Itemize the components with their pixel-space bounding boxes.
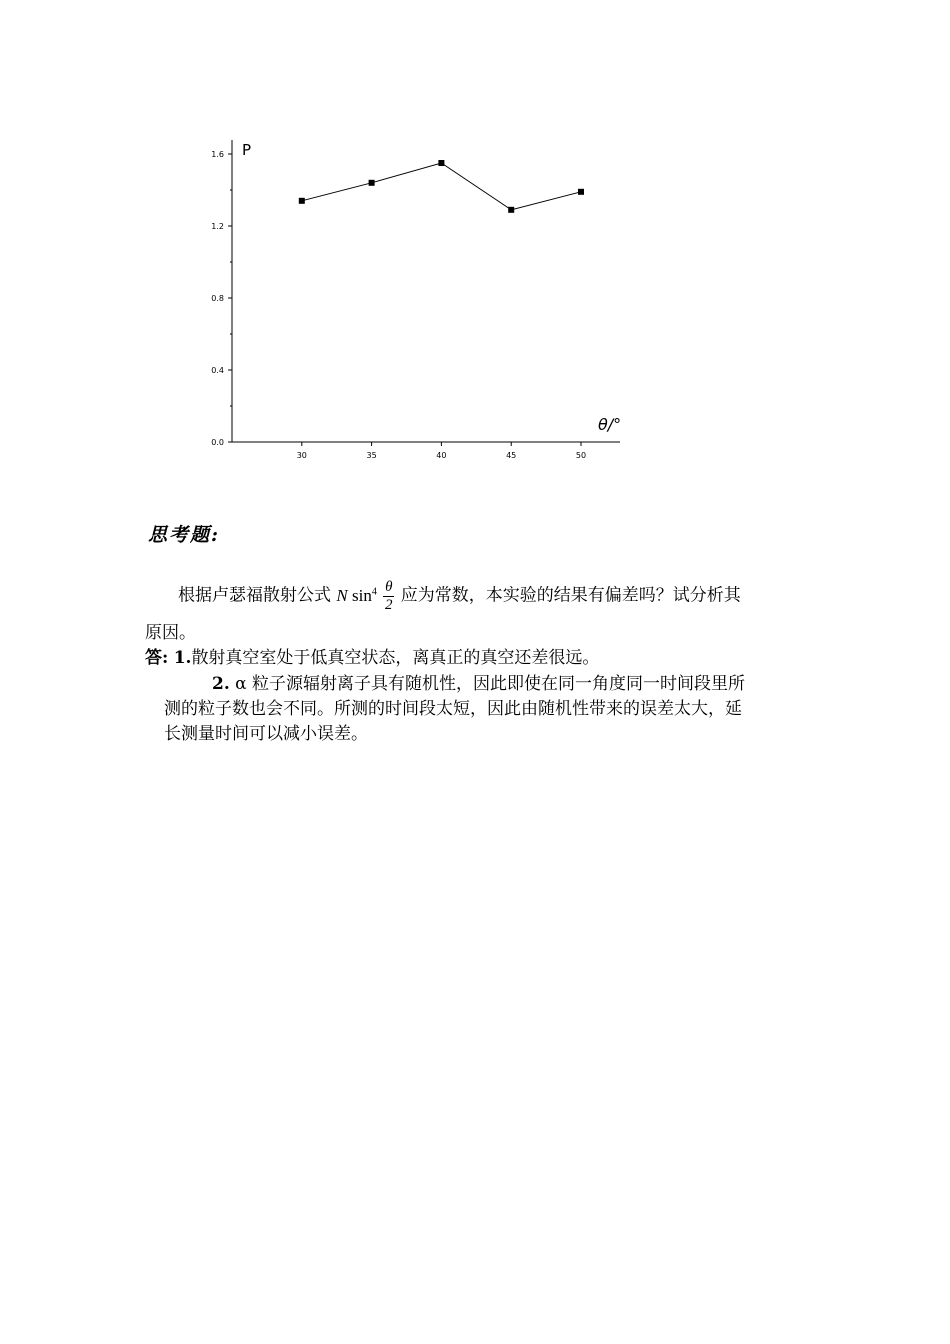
y-tick-label: 1.2 bbox=[211, 222, 224, 231]
question-line-1 bbox=[178, 577, 741, 614]
x-tick-label: 30 bbox=[296, 451, 307, 460]
data-point bbox=[299, 198, 305, 204]
data-point bbox=[578, 189, 584, 195]
question-line-2: 原因。 bbox=[145, 623, 196, 643]
data-point bbox=[369, 180, 375, 186]
section-heading: 思考题: bbox=[148, 524, 221, 546]
x-tick-label: 40 bbox=[436, 451, 447, 460]
y-tick-label: 1.6 bbox=[211, 150, 224, 159]
x-axis-label: θ/° bbox=[598, 415, 622, 434]
chart-series bbox=[299, 160, 584, 213]
chart-axes bbox=[232, 140, 620, 442]
answer-item-1-text: 散射真空室处于低真空状态，离真正的真空还差很远。 bbox=[191, 648, 600, 668]
formula-fraction bbox=[383, 579, 394, 614]
p-vs-theta-chart bbox=[190, 130, 650, 470]
question-prefix: 根据卢瑟福散射公式 bbox=[178, 585, 331, 606]
y-axis-label: P bbox=[242, 141, 252, 159]
y-tick-label: 0.0 bbox=[211, 438, 224, 447]
y-tick-label: 0.8 bbox=[211, 294, 224, 303]
formula-n: N bbox=[336, 585, 348, 605]
x-tick-label: 50 bbox=[575, 451, 587, 460]
answer-item-2-line-3: 长测量时间可以减小误差。 bbox=[164, 724, 368, 744]
y-tick-label: 0.4 bbox=[211, 366, 224, 375]
answer-item-2-line-2: 测的粒子数也会不同。所测的时间段太短，因此由随机性带来的误差太大，延 bbox=[164, 699, 742, 719]
data-point bbox=[508, 207, 514, 213]
answer-item-2-number: 2. bbox=[212, 674, 230, 694]
rutherford-formula bbox=[336, 579, 400, 614]
chart-ticks bbox=[211, 150, 586, 460]
series-line bbox=[302, 163, 581, 210]
answer-item-2-text-1: α 粒子源辐射离子具有随机性，因此即使在同一角度同一时间段里所 bbox=[235, 674, 746, 694]
x-tick-label: 35 bbox=[366, 451, 377, 460]
formula-numerator: θ bbox=[385, 579, 393, 596]
formula-exponent: 4 bbox=[371, 586, 377, 597]
data-point bbox=[438, 160, 444, 166]
formula-denominator: 2 bbox=[385, 597, 393, 614]
formula-sin: sin bbox=[352, 585, 372, 605]
question-suffix: 应为常数，本实验的结果有偏差吗？试分析其 bbox=[400, 585, 741, 606]
answer-item-1-number: 1. bbox=[173, 648, 192, 668]
x-tick-label: 45 bbox=[506, 451, 517, 460]
answer-label: 答: bbox=[145, 648, 169, 668]
